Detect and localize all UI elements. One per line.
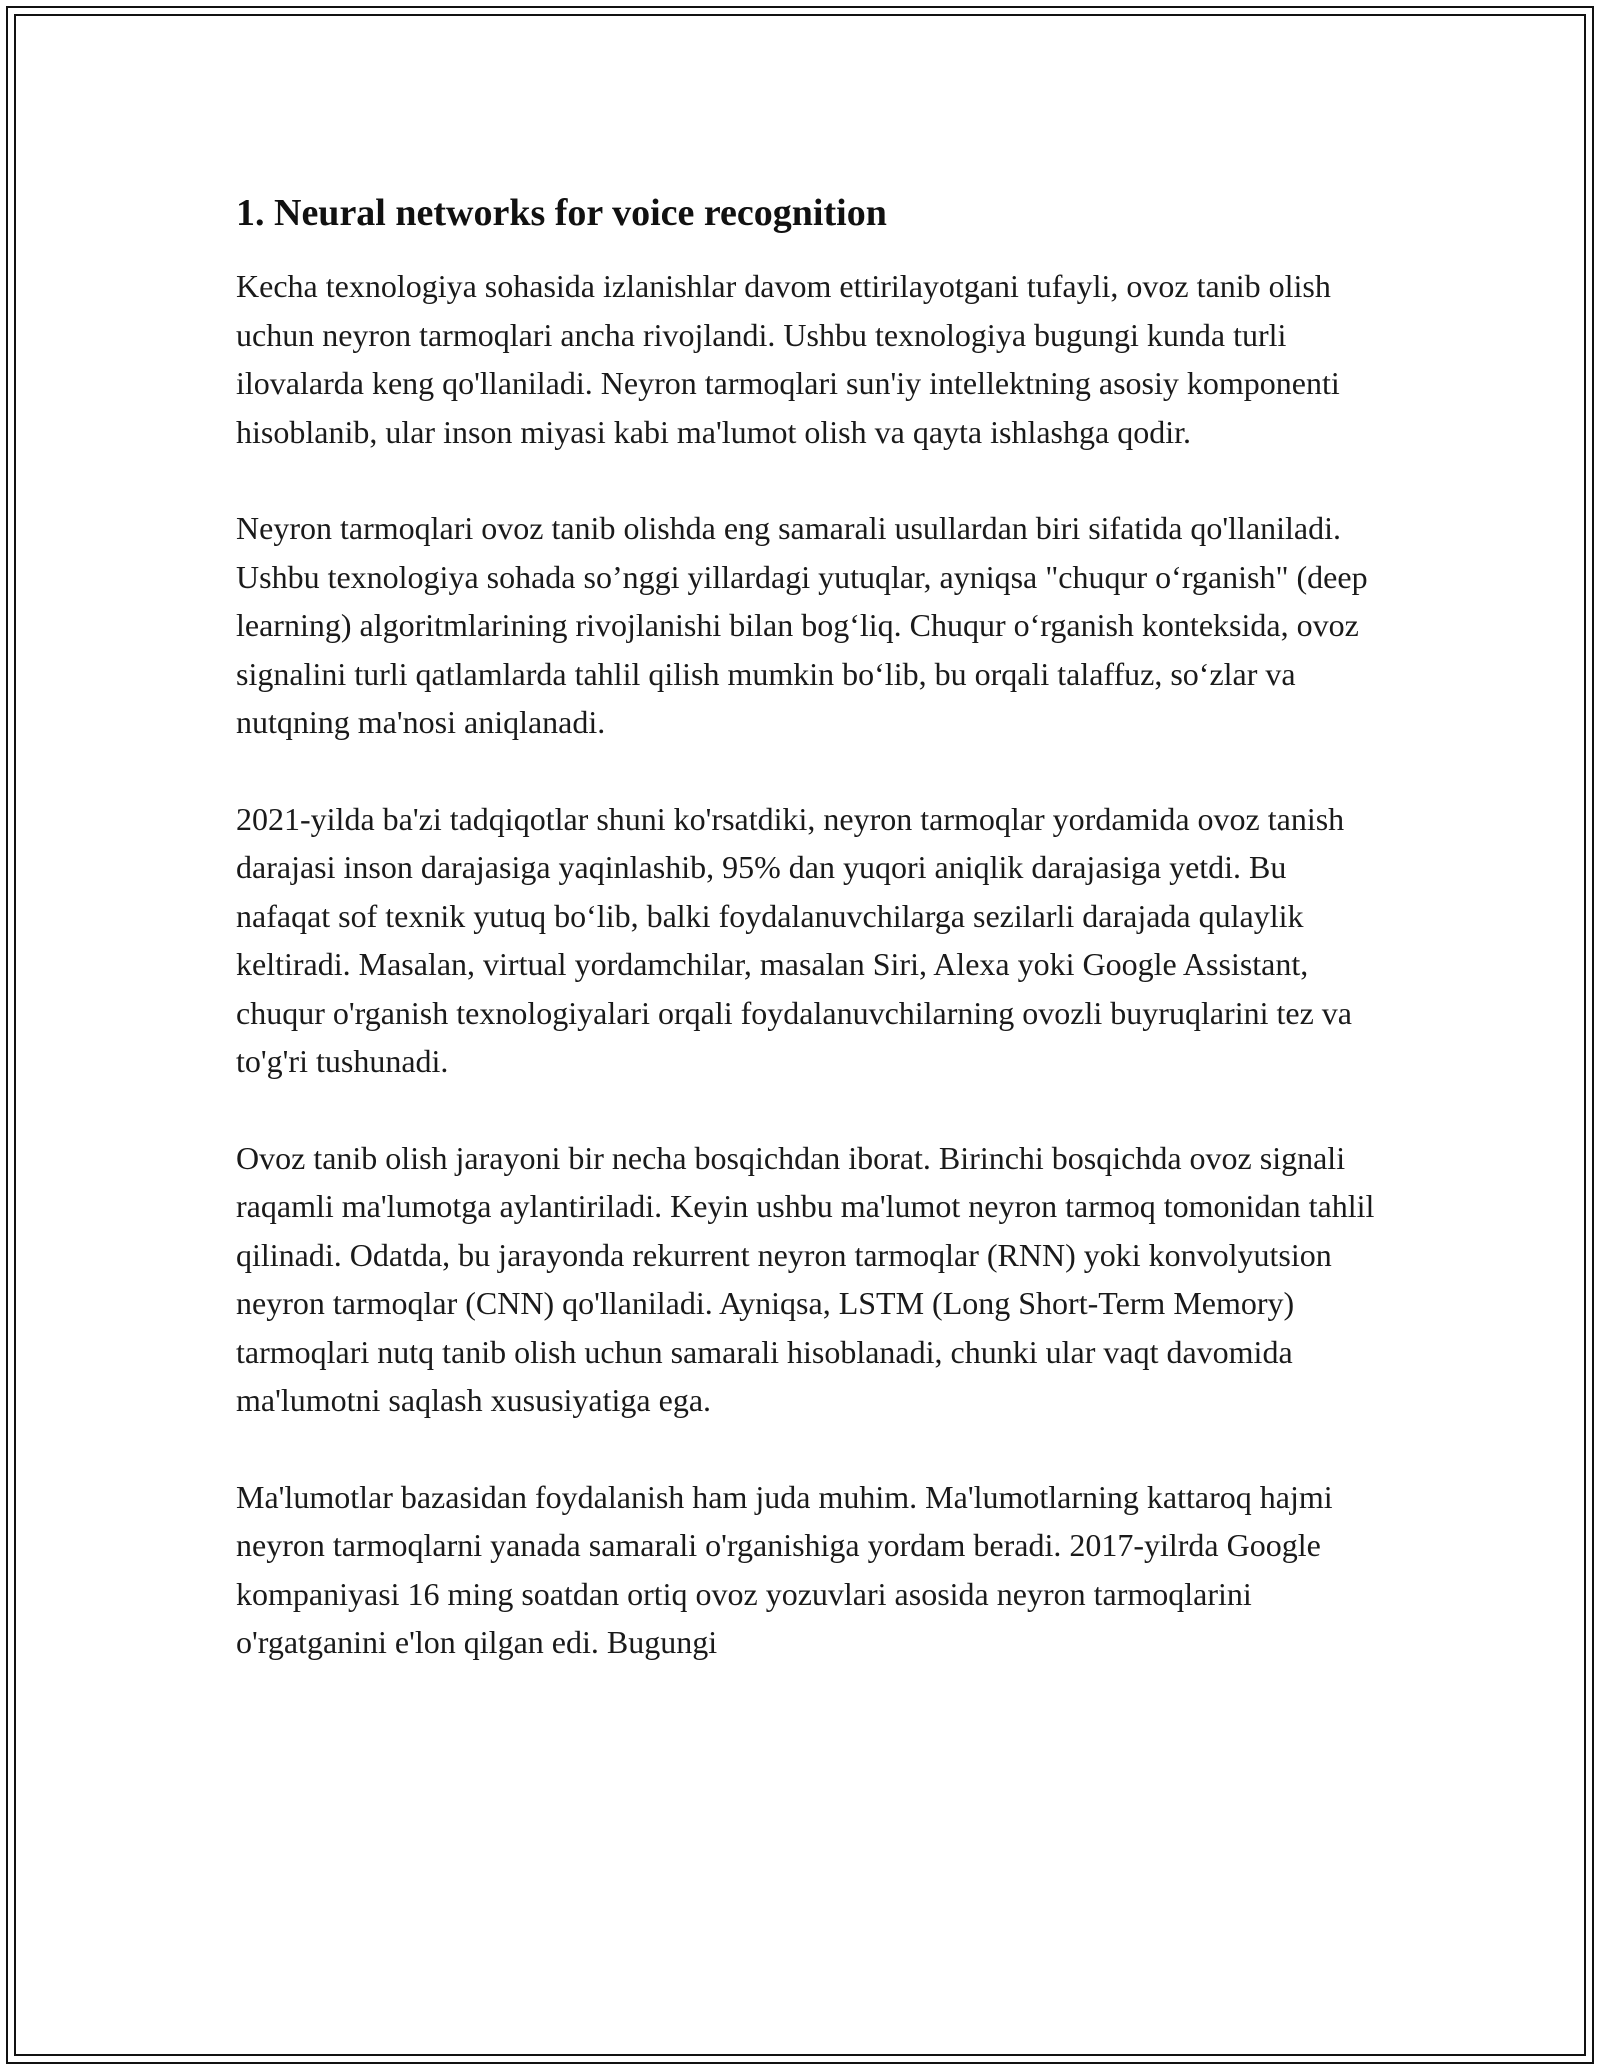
paragraph-3: 2021-yilda ba'zi tadqiqotlar shuni ko'rsatdiki, neyron tarmoqlar yordamida ovoz tanish darajasi inson darajasiga yaqinlashib, 95% dan yuqori aniqlik darajasiga yetdi. Bu nafaqat sof texnik yutuq bo‘lib, balki foydalanuvchilarga sezilarli darajada qulaylik keltiradi. Masalan, virtual yordamchilar, masalan Siri, Alexa yoki Google Assistant, chuqur o'rganish texnologiyalari orqali foydalanuvchilarning ovozli buyruqlarini tez va to'g'ri tushunadi. bbox=[236, 800, 1352, 1079]
paragraph-5: Ma'lumotlar bazasidan foydalanish ham juda muhim. Ma'lumotlarning kattaroq hajmi neyron tarmoqlarni yanada samarali o'rganishiga yordam beradi. 2017-yilrda Google kompaniyasi 16 ming soatdan ortiq ovoz yozuvlari asosida neyron tarmoqlarini o'rgatganini e'lon qilgan edi. Bugungi bbox=[236, 1478, 1333, 1660]
paragraph-2: Neyron tarmoqlari ovoz tanib olishda eng samarali usullardan biri sifatida qo'llaniladi. Ushbu texnologiya sohada so’nggi yillardagi yutuqlar, ayniqsa "chuqur o‘rganish" (deep learning) algoritmlarining rivojlanishi bilan bog‘liq. Chuqur o‘rganish konteksida, ovoz signalini turli qatlamlarda tahlil qilish mumkin bo‘lib, bu orqali talaffuz, so‘zlar va nutqning ma'nosi aniqlanadi. bbox=[236, 510, 1368, 740]
section-title: 1. Neural networks for voice recognition bbox=[236, 192, 887, 234]
paragraph-1: Kecha texnologiya sohasida izlanishlar davom ettirilayotgani tufayli, ovoz tanib olish uchun neyron tarmoqlari ancha rivojlandi. Ushbu texnologiya bugungi kunda turli ilovalarda keng qo'llaniladi. Neyron tarmoqlari sun'iy intellektning asosiy komponenti hisoblanib, ular inson miyasi kabi ma'lumot olish va qayta ishlashga qodir. bbox=[236, 268, 1340, 450]
paragraph-4: Ovoz tanib olish jarayoni bir necha bosqichdan iborat. Birinchi bosqichda ovoz signali raqamli ma'lumotga aylantiriladi. Keyin ushbu ma'lumot neyron tarmoq tomonidan tahlil qilinadi. Odatda, bu jarayonda rekurrent neyron tarmoqlar (RNN) yoki konvolyutsion neyron tarmoqlar (CNN) qo'llaniladi. Ayniqsa, LSTM (Long Short-Term Memory) tarmoqlari nutq tanib olish uchun samarali hisoblanadi, chunki ular vaqt davomida ma'lumotni saqlash xususiyatiga ega. bbox=[236, 1139, 1375, 1418]
document-content bbox=[236, 186, 1386, 1715]
